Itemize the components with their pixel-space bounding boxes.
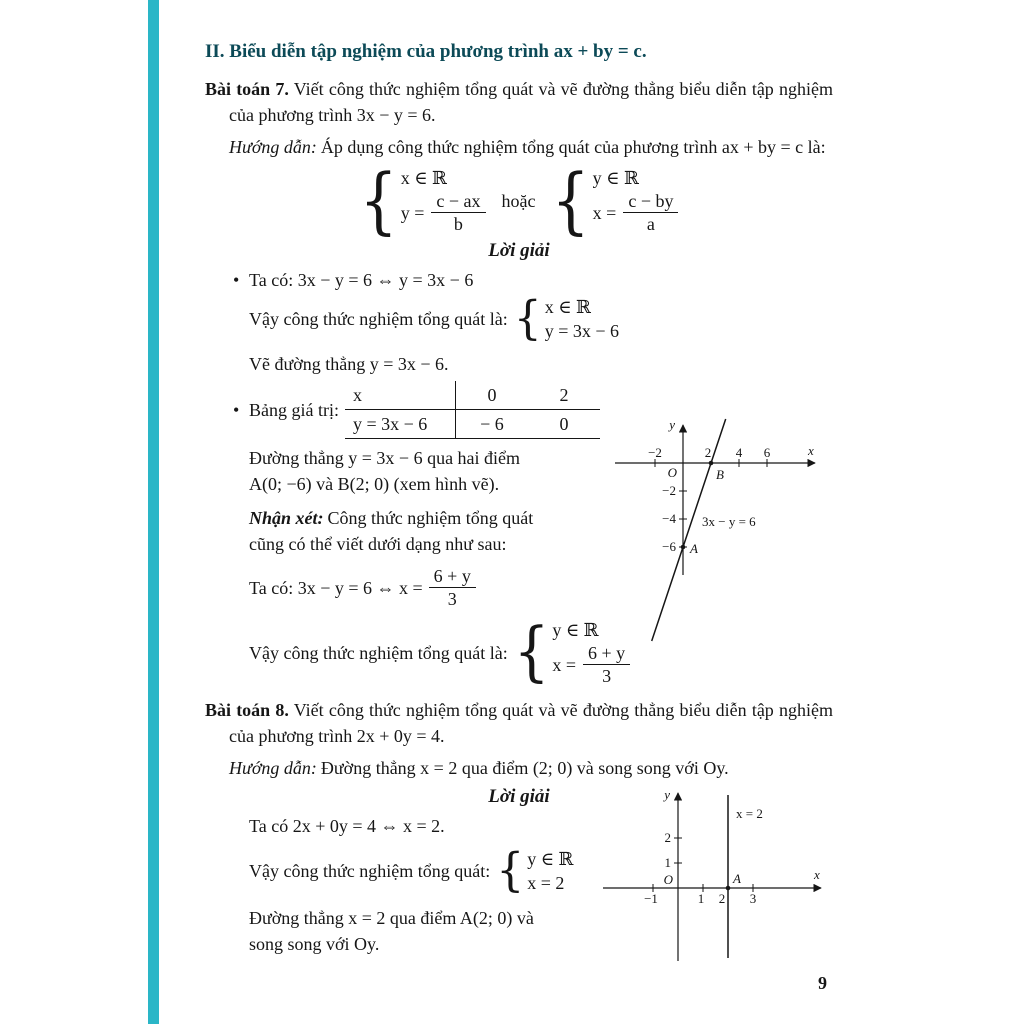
system2-lhs: x = [592, 202, 617, 223]
problem8-guide [205, 755, 833, 781]
point-A-label: A [733, 871, 741, 886]
system-line1: y ∈ ℝ [527, 849, 574, 869]
figure-line-3x-y-6 [605, 413, 827, 651]
solution7-para1: Đường thẳng y = 3x − 6 qua hai điểm A(0; −6) và B(2; 0) (xem hình vẽ). [249, 448, 521, 494]
y-tick-label: −6 [662, 539, 676, 554]
point-A-label: A [690, 541, 698, 556]
fraction-denominator: 3 [447, 589, 457, 609]
solution8-step1: Ta có 2x + 0y = 4 ⇔ x = 2. [249, 816, 445, 836]
table-cell: 2 [559, 385, 569, 405]
line-equation-label: x = 2 [736, 806, 763, 821]
solution7-step3: Vẽ đường thẳng y = 3x − 6. [249, 354, 449, 374]
problem8-statement [205, 697, 833, 749]
system-lhs: x = [552, 654, 576, 675]
left-brace-icon: { [513, 614, 550, 690]
fraction [429, 565, 476, 610]
fraction-denominator: a [646, 214, 655, 234]
fraction-numerator: 6 + y [583, 642, 630, 665]
system-general-1 [359, 158, 486, 243]
left-brace-icon: { [496, 843, 525, 898]
point-B-label: B [716, 467, 724, 482]
origin-label: O [667, 465, 677, 480]
solution7-note [205, 505, 569, 557]
value-table-label: Bảng giá trị: [249, 400, 339, 420]
fraction-denominator: 3 [602, 666, 612, 686]
x-tick-label: 1 [697, 891, 705, 906]
left-brace-icon: { [359, 158, 398, 243]
system-line2: y = 3x − 6 [544, 321, 620, 341]
y-tick-label: −2 [662, 483, 676, 498]
system-line1: x ∈ ℝ [544, 297, 591, 317]
graph-line [652, 419, 726, 641]
x-tick-label: 3 [749, 891, 757, 906]
y-axis-label: y [664, 787, 670, 802]
x-tick-label: 4 [735, 445, 743, 460]
solution7-step2-text: Vậy công thức nghiệm tổng quát là: [249, 309, 508, 329]
problem7-guide-text: Áp dụng công thức nghiệm tổng quát của phương trình ax + by = c là: [320, 137, 826, 157]
system-line2: x = 2 [527, 873, 565, 893]
bullet-icon: • [233, 270, 240, 290]
point-A [681, 545, 686, 550]
left-brace-icon: { [551, 158, 590, 243]
solution7-step2 [205, 291, 833, 346]
table-header-row [345, 381, 600, 410]
x-tick-label: 2 [704, 445, 712, 460]
system1-line1: x ∈ ℝ [400, 168, 447, 188]
x-tick-label: 2 [718, 891, 726, 906]
line-equation-label: 3x − y = 6 [702, 514, 756, 529]
page-number: 9 [818, 973, 827, 993]
y-tick-label: −4 [662, 511, 676, 526]
table-cell: 0 [487, 385, 497, 405]
section-heading: II. Biểu diễn tập nghiệm của phương trình ax + by = c. [205, 41, 647, 62]
figure-line-x-2 [595, 783, 830, 968]
solution-heading-7: Lời giải [488, 240, 550, 261]
system-solution-8 [496, 843, 574, 898]
table-cell: − 6 [480, 414, 504, 434]
fraction-denominator: b [453, 214, 463, 234]
bullet-icon: • [233, 400, 240, 420]
fraction-numerator: 6 + y [429, 565, 476, 588]
solution8-step2-text: Vậy công thức nghiệm tổng quát: [249, 861, 491, 881]
solution-heading-8: Lời giải [488, 786, 550, 807]
table-cell: y = 3x − 6 [345, 410, 456, 438]
x-tick-label: −1 [644, 891, 658, 906]
fraction-numerator: c − by [623, 190, 678, 213]
solution8-para1: Đường thẳng x = 2 qua điểm A(2; 0) và song song với Oy. [249, 908, 534, 954]
solution7-step5-text: Vậy công thức nghiệm tổng quát là: [249, 642, 508, 663]
point-A [726, 886, 731, 891]
x-axis-label: x [814, 867, 820, 882]
system1-line2 [401, 190, 486, 235]
fraction [431, 190, 485, 235]
system1-lhs: y = [400, 202, 425, 223]
point-B [709, 461, 714, 466]
general-solution-formula [205, 158, 833, 243]
fraction-numerator: c − ax [431, 190, 485, 213]
fraction [623, 190, 678, 235]
note-label: Nhận xét: [249, 508, 324, 528]
value-table [345, 381, 600, 439]
table-cell: x [345, 381, 456, 409]
system-general-2 [551, 158, 678, 243]
system-solution-7 [513, 291, 620, 346]
problem7-text: Viết công thức nghiệm tổng quát và vẽ đường thẳng biểu diễn tập nghiệm của phương trình 3x − y = 6. [229, 79, 833, 125]
x-tick-label: −2 [648, 445, 662, 460]
note-text: Công thức nghiệm tổng quát cũng có thể viết dưới dạng như sau: [249, 508, 534, 554]
problem8-label: Bài toán 8. [205, 700, 289, 720]
y-tick-label: 2 [664, 830, 671, 845]
solution7-step4-text: Ta có: 3x − y = 6 ⇔ x = [249, 577, 423, 598]
table-value-row [345, 410, 600, 438]
system-line1: y ∈ ℝ [552, 620, 599, 640]
problem8-guide-text: Đường thẳng x = 2 qua điểm (2; 0) và song song với Oy. [320, 758, 729, 778]
origin-label: O [663, 872, 673, 887]
x-axis-label: x [808, 443, 814, 458]
y-axis-label: y [669, 417, 675, 432]
book-spine-edge [148, 0, 159, 1024]
problem8-guide-label: Hướng dẫn: [229, 758, 317, 778]
problem7-guide-label: Hướng dẫn: [229, 137, 317, 157]
problem7-statement [205, 76, 833, 128]
solution7-step1 [205, 267, 833, 293]
solution7-step1-text: Ta có: 3x − y = 6 ⇔ y = 3x − 6 [249, 270, 474, 290]
problem8-text: Viết công thức nghiệm tổng quát và vẽ đường thẳng biểu diễn tập nghiệm của phương trình 2x + 0y = 4. [229, 700, 833, 746]
system2-line1: y ∈ ℝ [592, 168, 639, 188]
or-word: hoặc [501, 190, 536, 211]
left-brace-icon: { [513, 291, 542, 346]
system2-line2 [593, 190, 679, 235]
problem7-label: Bài toán 7. [205, 79, 289, 99]
y-tick-label: 1 [664, 855, 671, 870]
table-cell: 0 [559, 414, 569, 434]
problem7-guide [205, 134, 833, 160]
x-tick-label: 6 [763, 445, 771, 460]
